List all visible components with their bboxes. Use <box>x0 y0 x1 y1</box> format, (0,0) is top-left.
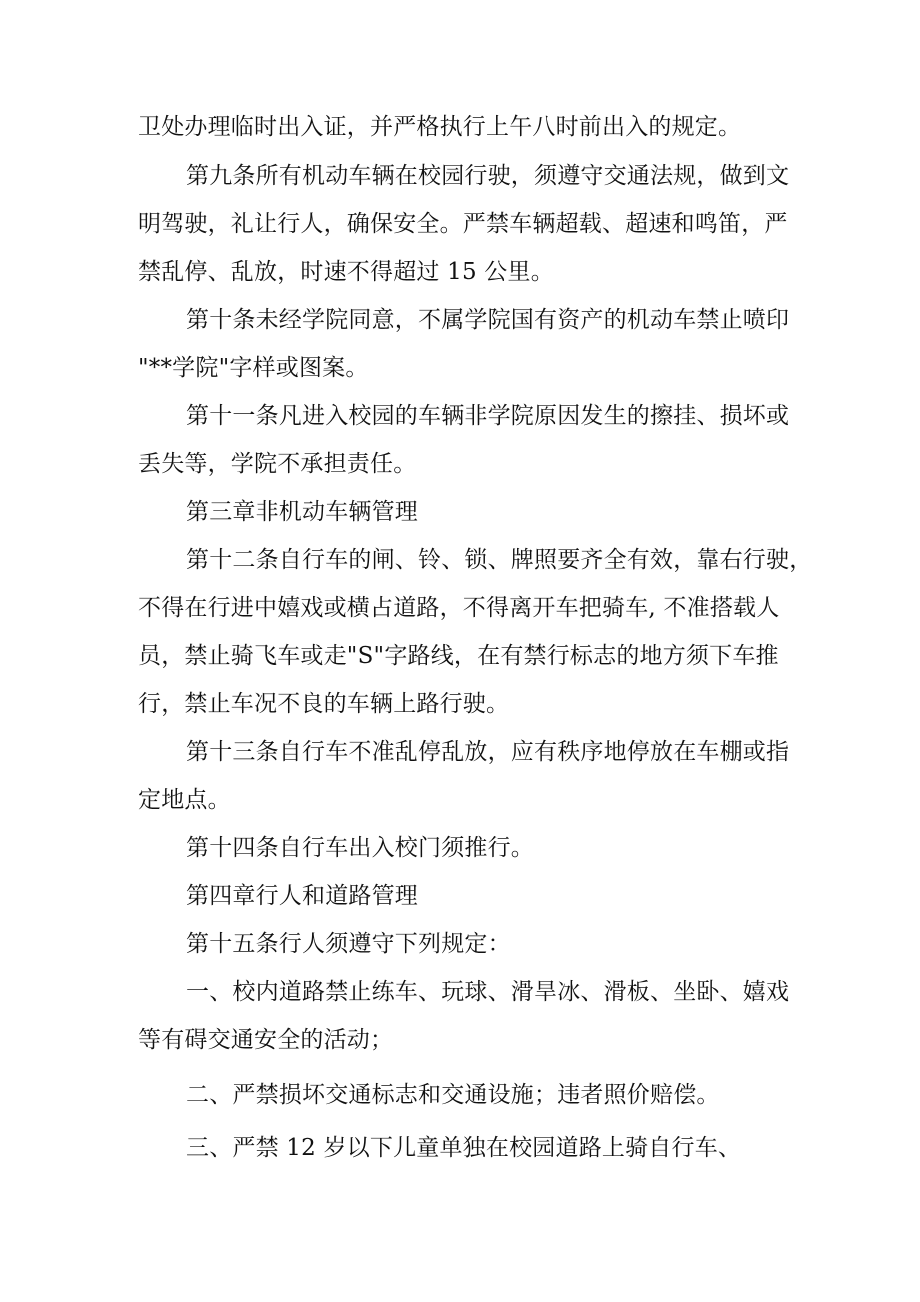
text-line: 一、校内道路禁止练车、玩球、滑旱冰、滑板、坐卧、嬉戏 <box>186 979 790 1005</box>
text-line: 定地点。 <box>138 787 231 813</box>
text-line: 禁乱停、乱放，时速不得超过 15 公里。 <box>138 259 554 285</box>
text-line: 第十五条行人须遵守下列规定： <box>186 931 511 957</box>
text-line: 员，禁止骑飞车或走"S"字路线，在有禁行标志的地方须下车推 <box>138 643 779 669</box>
text-line: "**学院"字样或图案。 <box>138 355 369 381</box>
chapter-heading: 第四章行人和道路管理 <box>186 883 418 909</box>
text-line: 不得在行进中嬉戏或横占道路，不得离开车把骑车, 不准搭载人 <box>138 595 780 621</box>
text-line: 第十条未经学院同意，不属学院国有资产的机动车禁止喷印 <box>186 307 790 333</box>
text-line: 第十一条凡进入校园的车辆非学院原因发生的擦挂、损坏或 <box>186 403 790 429</box>
text-line: 明驾驶，礼让行人，确保安全。严禁车辆超载、超速和鸣笛，严 <box>138 211 788 237</box>
text-line: 行，禁止车况不良的车辆上路行驶。 <box>138 691 510 717</box>
text-line: 第十四条自行车出入校门须推行。 <box>186 835 534 861</box>
text-line: 丢失等，学院不承担责任。 <box>138 451 417 477</box>
text-line: 等有碍交通安全的活动； <box>138 1027 394 1053</box>
text-line: 第十二条自行车的闸、铃、锁、牌照要齐全有效，靠右行驶， <box>186 547 813 573</box>
text-line: 第十三条自行车不准乱停乱放，应有秩序地停放在车棚或指 <box>186 739 790 765</box>
text-line: 第九条所有机动车辆在校园行驶，须遵守交通法规，做到文 <box>186 163 790 189</box>
chapter-heading: 第三章非机动车辆管理 <box>186 499 418 525</box>
text-line: 二、严禁损坏交通标志和交通设施；违者照价赔偿。 <box>186 1082 720 1108</box>
text-line: 三、严禁 12 岁以下儿童单独在校园道路上骑自行车、 <box>186 1135 742 1161</box>
text-line: 卫处办理临时出入证，并严格执行上午八时前出入的规定。 <box>138 114 742 140</box>
